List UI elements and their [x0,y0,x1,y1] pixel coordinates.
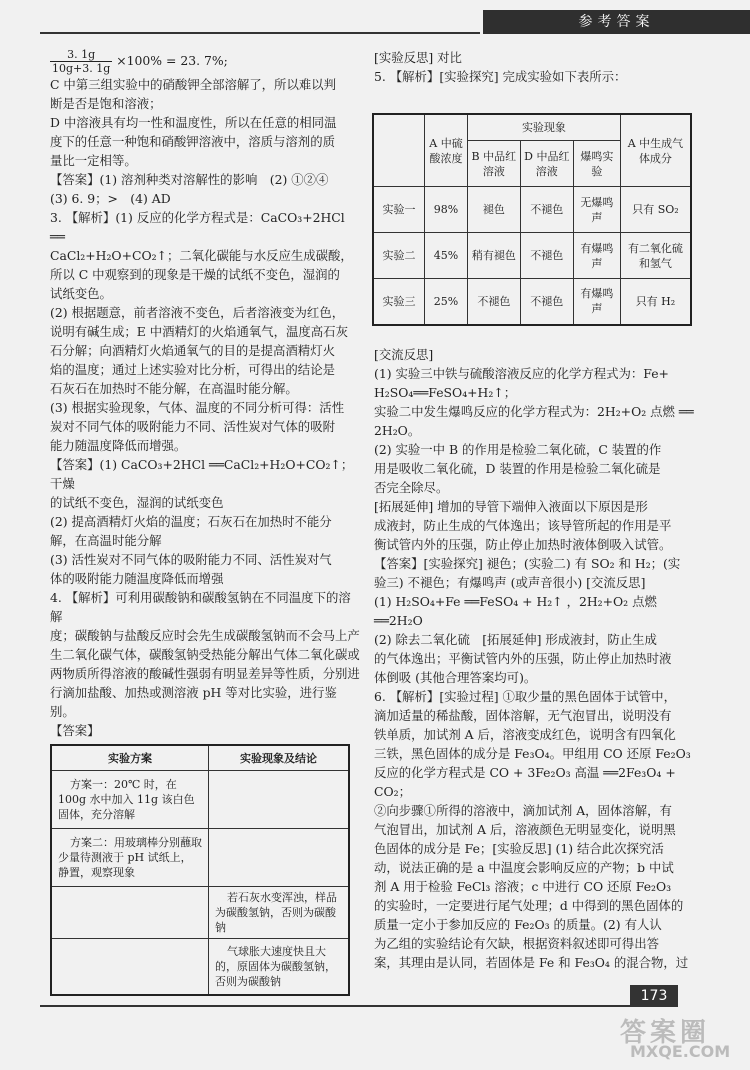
text-line: 成液封，防止生成的气体逸出；该导管所起的作用是平 [374,518,672,533]
right-column-top [374,48,694,86]
table-cell: 不褪色 [520,233,573,279]
fraction-numerator: 3. 1g [50,48,112,62]
text-line: 否完全除尽。 [374,480,449,495]
table-cell [51,887,209,939]
table-header-group: 实验现象 [468,114,621,141]
text-line: 的实验时，一定要进行尾气处理；d 中得到的黑色固体的 [374,898,684,913]
table-cell: 有爆鸣声 [573,278,620,325]
table-row [373,187,691,233]
table-cell: 只有 SO₂ [620,187,691,233]
fraction [50,48,112,75]
text-line: 动，说法正确的是 a 中温度会影响反应的产物；b 中试 [374,860,674,875]
table-cell: 45% [425,233,468,279]
text-line: 4. 【解析】可利用碳酸钠和碳酸氢钠在不同温度下的溶解 [50,590,351,624]
text-line: 质量一定小于参加反应的 Fe₂O₃ 的质量。(2) 有人认 [374,917,662,932]
text-line: 案，其理由是认同，若固体是 Fe 和 Fe₃O₄ 的混合物，过 [374,955,689,970]
table-subheader: D 中品红溶液 [520,141,573,187]
text-line: CaCl₂+H₂O+CO₂↑；二氧化碳能与水反应生成碳酸， [50,248,353,263]
text-line: (2) 根据题意，前者溶液不变色，后者溶液变为红色， [50,305,345,320]
text-line: H₂SO₄══FeSO₄+H₂↑； [374,385,517,400]
left-column [50,48,360,996]
text-line: (2) 实验一中 B 的作用是检验二氧化硫，C 装置的作 [374,442,662,457]
text-line: 体倒吸 (其他合理答案均可)。 [374,670,537,685]
text-line: 剂 A 用于检验 FeCl₃ 溶液；c 中进行 CO 还原 Fe₂O₃ [374,879,672,894]
table-cell: 方案二：用玻璃棒分别蘸取少量待测液于 pH 试纸上，静置，观察现象 [51,829,209,887]
method-table [50,744,350,996]
header-title: 参考答案 [483,10,750,34]
table-row [373,233,691,279]
text-line: [实验反思] 对比 [374,50,462,65]
table-header: A 中硫酸浓度 [425,114,468,187]
text-line: (2) 提高酒精灯火焰的温度；石灰石在加热时不能分 [50,514,332,529]
text-line: 6. 【解析】[实验过程] ①取少量的黑色固体于试管中， [374,689,676,704]
table-cell: 不褪色 [520,278,573,325]
table-subheader: 爆鸣实验 [573,141,620,187]
table-cell: 有爆鸣声 [573,233,620,279]
text-line: 为乙组的实验结论有欠缺，根据资料叙述即可得出答 [374,936,659,951]
text-line: 炭对不同气体的吸附能力不同、活性炭对气体的吸附 [50,419,335,434]
table-cell: 褪色 [468,187,521,233]
text-line: (3) 根据实验现象，气体、温度的不同分析可得：活性 [50,400,345,415]
table-cell: 25% [425,278,468,325]
page-number: 173 [630,985,678,1007]
table-cell [209,829,350,887]
text-line: (1) 实验三中铁与硫酸溶液反应的化学方程式为：Fe+ [374,366,669,381]
text-line: 生二氧化碳气体，碳酸氢钠受热能分解出气体二氧化碳或 [50,647,360,662]
text-line: (3) 活性炭对不同气体的吸附能力不同、活性炭对气 [50,552,332,567]
text-line: 5. 【解析】[实验探究] 完成实验如下表所示： [374,69,627,84]
right-text-lines [374,345,694,972]
text-line: 3. 【解析】(1) 反应的化学方程式是：CaCO₃+2HCl ══ [50,210,345,244]
text-line: D 中溶液具有均一性和温度性，所以在任意的相同温 [50,115,337,130]
text-line: 行滴加盐酸、加热或测溶液 pH 等对比实验，进行鉴别。 [50,685,337,719]
table-cell [51,939,209,995]
text-line: 气泡冒出，加试剂 A 后，溶液颜色无明显变化，说明黑 [374,822,676,837]
text-line: 铁单质，加试剂 A 后，溶液变成红色，说明含有四氧化 [374,727,676,742]
text-line: 量比一定相等。 [50,153,137,168]
left-text-lines [50,75,360,740]
table-cell: 稍有褪色 [468,233,521,279]
text-line: 【答案】[实验探究] 褪色；(实验二) 有 SO₂ 和 H₂；(实 [374,556,681,571]
table-subheader: B 中品红溶液 [468,141,521,187]
text-line: 能力随温度降低而增强。 [50,438,187,453]
fraction-tail: ×100% = 23. 7%; [116,53,228,68]
table-row [373,278,691,325]
text-line: 三铁，黑色固体的成分是 Fe₃O₄。甲组用 CO 还原 Fe₂O₃ [374,746,691,761]
method-table-header: 实验现象及结论 [209,745,350,771]
table-cell: 实验三 [373,278,425,325]
text-line: 验三) 不褪色；有爆鸣声 (或声音很小) [交流反思] [374,575,646,590]
table-cell: 98% [425,187,468,233]
text-line: [交流反思] [374,347,434,362]
method-table-header: 实验方案 [51,745,209,771]
table-cell: 只有 H₂ [620,278,691,325]
text-line: 色固体的成分是 Fe；[实验反思] (1) 结合此次探究活 [374,841,664,856]
text-line: 两物质所得溶液的酸碱性强弱有明显差异等性质，分别进 [50,666,360,681]
text-line: 【答案】 [50,723,100,738]
table-cell [209,771,350,829]
table-cell: 实验二 [373,233,425,279]
fraction-denominator: 10g+3. 1g [52,62,111,75]
text-line: (2) 除去二氧化硫 [拓展延伸] 形成液封，防止生成 [374,632,657,647]
text-line: 实验二中发生爆鸣反应的化学方程式为：2H₂+O₂ 点燃 ══ [374,404,694,419]
experiment-table [372,113,692,326]
text-line: 滴加适量的稀盐酸，固体溶解，无气泡冒出，说明没有 [374,708,672,723]
text-line: 所以 C 中观察到的现象是干燥的试纸不变色，湿润的 [50,267,340,282]
header-rule [40,32,480,34]
footer-rule [40,1005,640,1007]
text-line: 反应的化学方程式是 CO + 3Fe₂O₃ 高温 ══2Fe₃O₄ + CO₂； [374,765,676,799]
table-cell: 方案一：20℃ 时，在 100g 水中加入 11g 该白色固体，充分溶解 [51,771,209,829]
text-line: 解，在高温时能分解 [50,533,162,548]
text-line: (1) H₂SO₄+Fe ══FeSO₄ + H₂↑ ，2H₂+O₂ 点燃 ══2H₂O [374,594,657,628]
text-line: 度下的任意一种饱和硝酸钾溶液中，溶质与溶剂的质 [50,134,335,149]
text-line: 的试纸不变色，湿润的试纸变色 [50,495,224,510]
text-line: 说明有碱生成；E 中酒精灯的火焰通氧气，温度高石灰 [50,324,348,339]
table-cell: 无爆鸣声 [573,187,620,233]
table-cell: 气球胀大速度快且大的，原固体为碳酸氢钠，否则为碳酸钠 [209,939,350,995]
table-header: A 中生成气体成分 [620,114,691,187]
table-cell: 不褪色 [520,187,573,233]
text-line: 【答案】(1) CaCO₃+2HCl ══CaCl₂+H₂O+CO₂↑；干燥 [50,457,354,491]
text-line: 体的吸附能力随温度降低而增强 [50,571,224,586]
text-line: 断是否是饱和溶液； [50,96,162,111]
table-cell: 若石灰水变浑浊，样品为碳酸氢钠，否则为碳酸钠 [209,887,350,939]
text-line: C 中第三组实验中的硝酸钾全部溶解了，所以难以判 [50,77,337,92]
text-line: 试纸变色。 [50,286,112,301]
text-line: 【答案】(1) 溶剂种类对溶解性的影响 (2) ①②④ [50,172,329,187]
watermark-logo: 答案圈 MXQE.COM [620,1018,731,1061]
text-line: 度；碳酸钠与盐酸反应时会先生成碳酸氢钠而不会马上产 [50,628,360,643]
text-line: 衡试管内外的压强，防止停止加热时液体倒吸入试管。 [374,537,672,552]
text-line: 石灰石在加热时不能分解，在高温时能分解。 [50,381,298,396]
text-line: 石分解；向酒精灯火焰通氧气的目的是提高酒精灯火 [50,343,335,358]
text-line: 焰的温度；通过上述实验对比分析，可得出的结论是 [50,362,335,377]
table-cell: 有二氧化硫和氢气 [620,233,691,279]
text-line: 用是吸收二氧化硫，D 装置的作用是检验二氧化硫是 [374,461,661,476]
fraction-line [50,48,360,75]
table-cell: 不褪色 [468,278,521,325]
text-line: 2H₂O。 [374,423,421,438]
text-line: [拓展延伸] 增加的导管下端伸入液面以下原因是形 [374,499,648,514]
table-cell: 实验一 [373,187,425,233]
text-line: ②向步骤①所得的溶液中，滴加试剂 A，固体溶解，有 [374,803,672,818]
text-line: (3) 6. 9；> (4) AD [50,191,171,206]
text-line: 的气体逸出；平衡试管内外的压强，防止停止加热时液 [374,651,672,666]
